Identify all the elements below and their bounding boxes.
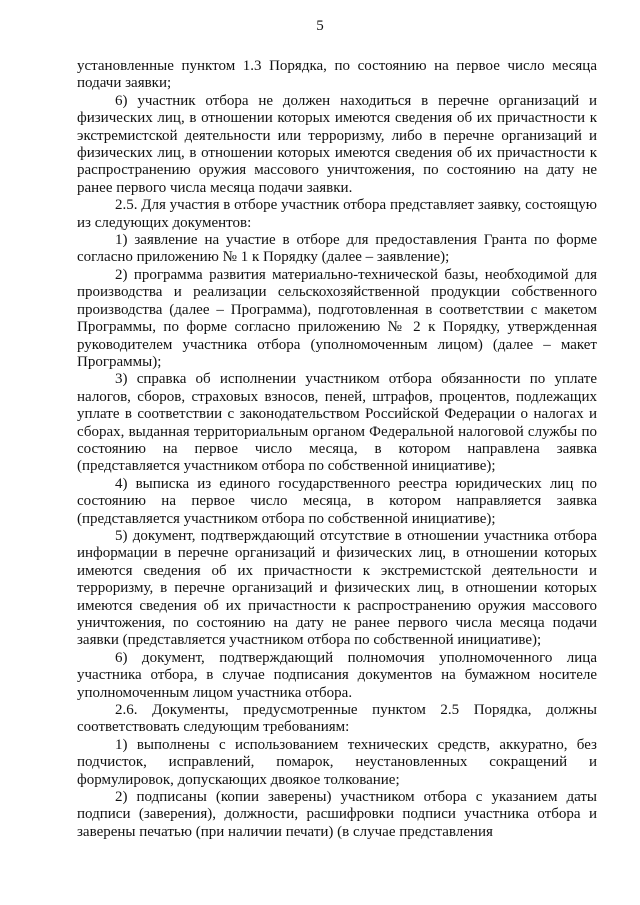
paragraph-item-5-no-listing-document: 5) документ, подтверждающий отсутствие в отношении участника отбора информации в перечне организаций и физических лиц, в отношении которых имеются сведения об их причастности к экстремистской деятельности и терроризму, в перечне организаций и физических лиц, в отношении которых имеются сведения об их причастности к распространению оружия массового уничтожения, по состоянию на дату не ранее первого числа месяца подачи заявки (представляется участником отбора по собственной инициативе); [77, 527, 597, 649]
paragraph-item-4-registry-extract: 4) выписка из единого государственного реестра юридических лиц по состоянию на первое число месяца, в котором направляется заявка (представляется участником отбора по собственной инициативе); [77, 475, 597, 527]
paragraph-2-5: 2.5. Для участия в отборе участник отбора представляет заявку, состоящую из следующих документов: [77, 197, 597, 231]
page-number: 5 [316, 18, 324, 34]
paragraph-item-6-authority-document: 6) документ, подтверждающий полномочия уполномоченного лица участника отбора, в случае подписания документов на бумажном носителе уполномоченным лицом участника отбора. [77, 649, 597, 701]
paragraph-requirement-2: 2) подписаны (копии заверены) участником отбора с указанием даты подписи (заверения), должности, расшифровки подписи участника отбора и заверены печатью (при наличии печати) (в случае представления [77, 789, 597, 840]
paragraph-item-3-tax-certificate: 3) справка об исполнении участником отбора обязанности по уплате налогов, сборов, страховых взносов, пеней, штрафов, процентов, подлежащих уплате в соответствии с законодательством Российской Федерации о налогах и сборах, выданная территориальным органом Федеральной налоговой службы по состоянию на первое число месяца, в котором направлена заявка (представляется участником отбора по собственной инициативе); [77, 371, 597, 475]
paragraph-item-2-program: 2) программа развития материально-технической базы, необходимой для производства и реализации сельскохозяйственной продукции собственного производства (далее – Программа), подготовленная в соответствии с макетом Программы, по форме согласно приложению № 2 к Порядку, утвержденная руководителем участника отбора (уполномоченным лицом) (далее – макет Программы); [77, 266, 597, 370]
document-body [77, 58, 597, 841]
paragraph-item-6-terrorism-list: 6) участник отбора не должен находиться в перечне организаций и физических лиц, в отношении которых имеются сведения об их причастности к экстремистской деятельности или терроризму, либо в перечне организаций и физических лиц, в отношении которых имеются сведения об их причастности к распространению оружия массового уничтожения, по состоянию на дату не ранее первого числа месяца подачи заявки. [77, 92, 597, 196]
paragraph-item-1-application: 1) заявление на участие в отборе для предоставления Гранта по форме согласно приложению № 1 к Порядку (далее – заявление); [77, 232, 597, 266]
paragraph-requirement-1: 1) выполнены с использованием технических средств, аккуратно, без подчисток, исправлений, помарок, неустановленных сокращений и формулировок, допускающих двоякое толкование; [77, 736, 597, 788]
paragraph-continuation: установленные пунктом 1.3 Порядка, по состоянию на первое число месяца подачи заявки; [77, 58, 597, 92]
paragraph-2-6: 2.6. Документы, предусмотренные пунктом 2.5 Порядка, должны соответствовать следующим требованиям: [77, 702, 597, 736]
